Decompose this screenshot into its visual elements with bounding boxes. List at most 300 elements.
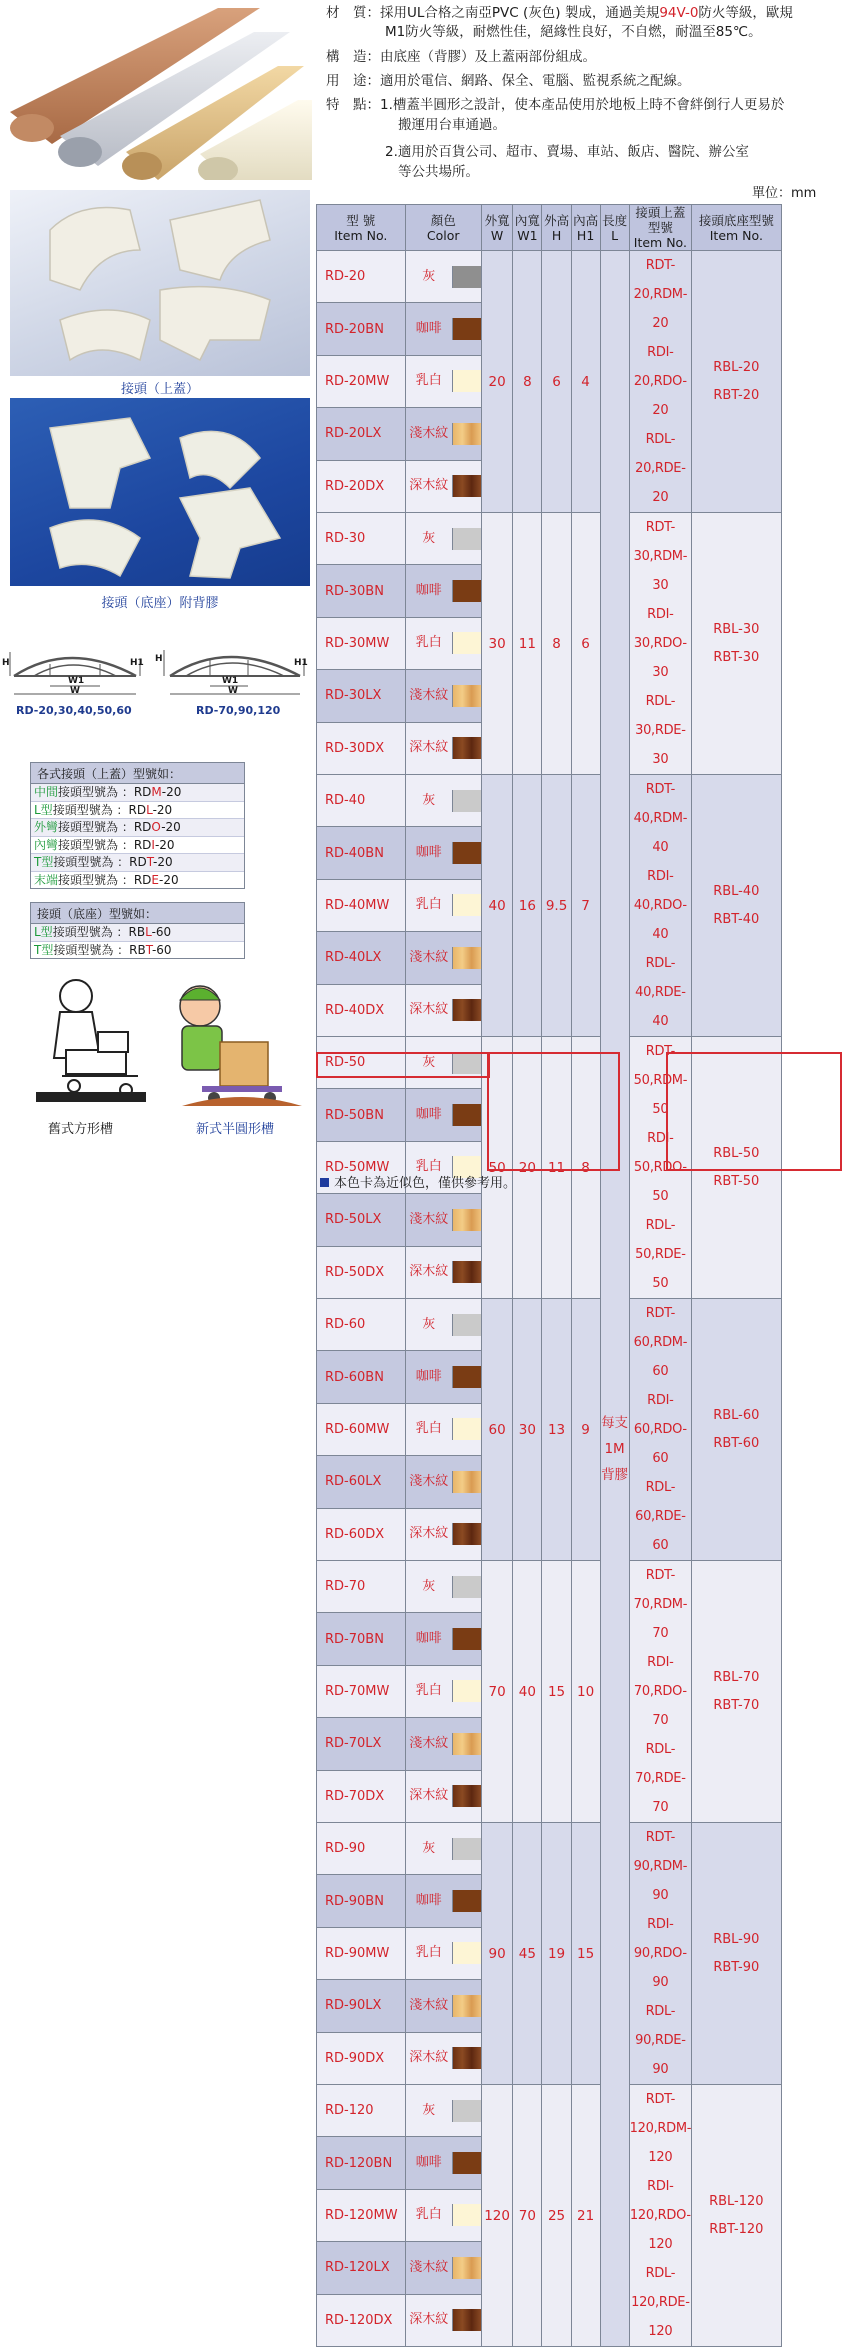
color-name: 乳白 xyxy=(415,1683,442,1699)
color-cell xyxy=(405,2137,481,2189)
material-label: 材 質： xyxy=(326,5,380,21)
cover-item: RDI-120,RDO-120 xyxy=(629,2179,691,2252)
item-no: RD-30LX xyxy=(317,670,406,722)
header-color: 顏色 Color xyxy=(405,205,481,251)
dimension-h: 11 xyxy=(542,1037,571,1299)
color-cell xyxy=(405,722,481,774)
color-name: 咖啡 xyxy=(415,1631,442,1647)
color-cell xyxy=(405,670,481,722)
color-cell xyxy=(405,2032,481,2084)
color-name: 乳白 xyxy=(415,1159,442,1175)
item-no: RD-60MW xyxy=(317,1403,406,1455)
color-swatch xyxy=(452,1104,481,1126)
dimension-w1: 16 xyxy=(513,775,542,1037)
color-name: 咖啡 xyxy=(415,1893,442,1909)
item-no: RD-70 xyxy=(317,1561,406,1613)
feature-2b: 等公共場所。 xyxy=(398,164,479,180)
color-cell xyxy=(405,1613,481,1665)
base-item: RBT-120 xyxy=(709,2221,764,2237)
cover-item: RDT-40,RDM-40 xyxy=(633,782,688,855)
item-no: RD-60DX xyxy=(317,1508,406,1560)
new-duct-caption: 新式半圓形槽 xyxy=(196,1122,275,1137)
base-item-cell xyxy=(692,251,781,513)
color-swatch xyxy=(452,1628,481,1650)
color-name: 灰 xyxy=(422,1054,436,1070)
color-name: 深木紋 xyxy=(409,1002,449,1018)
code-prefix: 接頭型號為 ：RB xyxy=(52,925,146,939)
base-item-cell xyxy=(692,1561,781,1823)
cover-item-cell xyxy=(629,2085,691,2347)
color-name: 深木紋 xyxy=(409,1526,449,1542)
item-no: RD-20MW xyxy=(317,355,406,407)
diag2-caption: RD-70,90,120 xyxy=(196,704,281,717)
table-header xyxy=(317,205,850,251)
item-no: RD-70BN xyxy=(317,1613,406,1665)
color-cell xyxy=(405,513,481,565)
note-text: 本色卡為近似色，僅供參考用。 xyxy=(334,1176,517,1191)
color-cell xyxy=(405,1508,481,1560)
cover-item: RDT-70,RDM-70 xyxy=(633,1568,688,1641)
color-cell xyxy=(405,1194,481,1246)
length-text-c: 背膠 xyxy=(601,1466,629,1483)
rd120-size-highlight xyxy=(487,1052,620,1171)
code-row xyxy=(31,784,244,802)
code-letter: I xyxy=(151,837,155,852)
dimension-h: 6 xyxy=(542,251,571,513)
color-name: 灰 xyxy=(422,268,436,284)
color-swatch xyxy=(452,266,481,288)
code-suffix: -60 xyxy=(151,925,172,939)
cover-item-cell xyxy=(629,251,691,513)
color-cell xyxy=(405,1299,481,1351)
cover-item: RDT-50,RDM-50 xyxy=(633,1044,688,1117)
code-type: 末端 xyxy=(34,872,59,887)
item-no: RD-50 xyxy=(317,1037,406,1089)
code-prefix: 接頭型號為 ：RD xyxy=(58,837,152,852)
color-swatch xyxy=(452,632,481,654)
color-cell xyxy=(405,1665,481,1717)
dimension-h1: 10 xyxy=(571,1561,600,1823)
base-item: RBT-90 xyxy=(713,1959,760,1975)
item-no: RD-120DX xyxy=(317,2294,406,2346)
item-no: RD-90BN xyxy=(317,1875,406,1927)
item-no: RD-30 xyxy=(317,513,406,565)
dimension-h1: 4 xyxy=(571,251,600,513)
color-swatch xyxy=(452,1314,481,1336)
color-swatch xyxy=(452,790,481,812)
color-cell xyxy=(405,2242,481,2294)
code-row xyxy=(31,924,244,942)
code-prefix: 接頭型號為 ：RD xyxy=(58,872,152,887)
dimension-w: 50 xyxy=(481,1037,512,1299)
code-letter: T xyxy=(145,942,152,957)
item-no: RD-20 xyxy=(317,251,406,303)
code-prefix: 接頭型號為 ：RD xyxy=(52,802,147,817)
base-item-cell xyxy=(692,2085,781,2347)
color-name: 灰 xyxy=(422,530,436,546)
code-letter: E xyxy=(151,872,160,887)
feature-label: 特 點： xyxy=(326,97,380,113)
color-cell xyxy=(405,984,481,1036)
color-swatch xyxy=(452,894,481,916)
cross-section-diagrams xyxy=(0,630,316,720)
color-name: 深木紋 xyxy=(409,1788,449,1804)
cover-item-cell xyxy=(629,1561,691,1823)
code-row xyxy=(31,872,244,889)
header-length: 長度 L xyxy=(600,205,629,251)
code-letter: L xyxy=(145,925,152,939)
diag2-w1: W1 xyxy=(222,676,239,686)
color-swatch xyxy=(452,685,481,707)
code-prefix: 接頭型號為 ：RD xyxy=(58,785,152,799)
diag1-h1: H1 xyxy=(130,658,144,668)
item-no: RD-40BN xyxy=(317,827,406,879)
material-text-3: M1防火等級，耐燃性佳，絕緣性良好，不自燃，耐溫至85℃。 xyxy=(385,24,762,40)
feature-1b: 搬運用台車通過。 xyxy=(398,117,506,133)
color-name: 乳白 xyxy=(415,635,442,651)
diag1-h: H xyxy=(2,658,10,668)
table-row xyxy=(317,1823,850,1875)
color-swatch xyxy=(452,1838,481,1860)
color-cell xyxy=(405,932,481,984)
item-no: RD-120BN xyxy=(317,2137,406,2189)
color-swatch xyxy=(452,1890,481,1912)
color-name: 深木紋 xyxy=(409,2312,449,2328)
base-item: RBL-90 xyxy=(713,1931,760,1947)
color-swatch xyxy=(452,1733,481,1755)
base-caption: 接頭（底座）附背膠 xyxy=(101,596,219,611)
color-name: 乳白 xyxy=(415,1421,442,1437)
code-type: 中間 xyxy=(34,785,59,799)
code-row xyxy=(31,819,244,837)
cover-item: RDI-40,RDO-40 xyxy=(633,869,687,942)
item-no: RD-30MW xyxy=(317,617,406,669)
cover-item-cell xyxy=(629,775,691,1037)
base-item: RBL-70 xyxy=(713,1669,760,1685)
code-row xyxy=(31,942,244,959)
item-no: RD-50BN xyxy=(317,1089,406,1141)
dimension-w1: 20 xyxy=(513,1037,542,1299)
color-swatch xyxy=(452,2309,481,2331)
color-cell xyxy=(405,1089,481,1141)
rd120-highlight xyxy=(316,1052,490,1078)
base-item: RBL-20 xyxy=(713,359,760,375)
base-item: RBT-60 xyxy=(713,1435,760,1451)
dimension-h: 8 xyxy=(542,513,571,775)
color-name: 淺木紋 xyxy=(409,2259,449,2275)
color-cell xyxy=(405,1718,481,1770)
cover-connector-photo xyxy=(10,190,310,376)
color-swatch xyxy=(452,1261,481,1283)
color-name: 咖啡 xyxy=(415,1107,442,1123)
color-name: 淺木紋 xyxy=(409,1473,449,1489)
cover-item: RDI-70,RDO-70 xyxy=(633,1655,687,1728)
color-swatch xyxy=(452,1418,481,1440)
dimension-h: 19 xyxy=(542,1823,571,2085)
cover-item: RDT-60,RDM-60 xyxy=(633,1306,688,1379)
color-name: 灰 xyxy=(422,2102,436,2118)
item-no: RD-40 xyxy=(317,775,406,827)
code-letter: O xyxy=(151,820,162,834)
dimension-w: 70 xyxy=(481,1561,512,1823)
spec-structure xyxy=(326,48,596,67)
diag1-w1: W1 xyxy=(68,676,85,686)
dimension-w1: 8 xyxy=(513,251,542,513)
header-inner-width: 內寬 W1 xyxy=(513,205,542,251)
dimension-h1: 9 xyxy=(571,1299,600,1561)
code-letter: L xyxy=(146,802,153,817)
color-cell xyxy=(405,1875,481,1927)
dimension-w1: 11 xyxy=(513,513,542,775)
header-inner-height: 內高 H1 xyxy=(571,205,600,251)
item-no: RD-50MW xyxy=(317,1141,406,1193)
item-no: RD-20BN xyxy=(317,303,406,355)
cover-item: RDL-30,RDE-30 xyxy=(635,694,686,767)
color-cell xyxy=(405,1561,481,1613)
color-cell xyxy=(405,879,481,931)
color-swatch xyxy=(452,2204,481,2226)
color-cell xyxy=(405,355,481,407)
code-suffix: -20 xyxy=(161,785,182,799)
cover-item: RDT-90,RDM-90 xyxy=(633,1830,688,1903)
code-type: T型 xyxy=(34,855,54,869)
color-name: 咖啡 xyxy=(415,1369,442,1385)
color-swatch xyxy=(452,1366,481,1388)
base-code-title: 接頭（底座）型號如： xyxy=(31,903,244,924)
color-cell xyxy=(405,1980,481,2032)
item-no: RD-40DX xyxy=(317,984,406,1036)
color-cell xyxy=(405,775,481,827)
code-type: 內彎 xyxy=(34,837,59,852)
item-no: RD-60BN xyxy=(317,1351,406,1403)
diag2-h1: H1 xyxy=(294,658,308,668)
color-name: 乳白 xyxy=(415,1945,442,1961)
base-item: RBT-30 xyxy=(713,649,760,665)
code-row xyxy=(31,802,244,820)
item-no: RD-70DX xyxy=(317,1770,406,1822)
color-swatch xyxy=(452,737,481,759)
color-swatch xyxy=(452,842,481,864)
color-name: 淺木紋 xyxy=(409,1735,449,1751)
color-name: 咖啡 xyxy=(415,583,442,599)
item-no: RD-120 xyxy=(317,2085,406,2137)
color-swatch xyxy=(452,1680,481,1702)
dimension-h: 9.5 xyxy=(542,775,571,1037)
code-suffix: -60 xyxy=(151,942,172,957)
color-swatch xyxy=(452,580,481,602)
spec-material xyxy=(326,4,844,23)
item-no: RD-50DX xyxy=(317,1246,406,1298)
feature-2a: 2.適用於百貨公司、超市、賣場、車站、飯店、醫院、辦公室 xyxy=(385,144,749,160)
base-item: RBT-50 xyxy=(713,1173,760,1189)
base-connector-photo xyxy=(10,398,310,586)
code-type: T型 xyxy=(34,942,54,957)
cover-item: RDL-60,RDE-60 xyxy=(635,1480,686,1553)
spec-feature xyxy=(326,96,846,115)
color-swatch xyxy=(452,423,481,445)
cover-item: RDL-40,RDE-40 xyxy=(635,956,686,1029)
cover-item: RDL-90,RDE-90 xyxy=(635,2004,686,2077)
color-cell xyxy=(405,1927,481,1979)
base-item: RBL-30 xyxy=(713,621,760,637)
color-name: 深木紋 xyxy=(409,2050,449,2066)
material-rating: 94V-0 xyxy=(659,5,699,21)
color-swatch xyxy=(452,1995,481,2017)
length-text-a: 每支 xyxy=(601,1414,629,1431)
cable-duct-photo xyxy=(8,4,312,180)
item-no: RD-90 xyxy=(317,1823,406,1875)
header-model: 型 號 Item No. xyxy=(317,205,406,251)
header-outer-width: 外寬 W xyxy=(481,205,512,251)
code-prefix: 接頭型號為 ：RB xyxy=(53,942,146,957)
base-item-cell xyxy=(692,513,781,775)
dimension-w1: 40 xyxy=(513,1561,542,1823)
dimension-h1: 7 xyxy=(571,775,600,1037)
color-cell xyxy=(405,1770,481,1822)
base-item-cell xyxy=(692,775,781,1037)
color-name: 灰 xyxy=(422,1316,436,1332)
color-name: 淺木紋 xyxy=(409,949,449,965)
code-type: 外彎 xyxy=(34,820,59,834)
item-no: RD-90LX xyxy=(317,1980,406,2032)
dimension-w: 30 xyxy=(481,513,512,775)
item-no: RD-70MW xyxy=(317,1665,406,1717)
base-item: RBL-120 xyxy=(709,2193,764,2209)
item-no: RD-90DX xyxy=(317,2032,406,2084)
code-row xyxy=(31,837,244,855)
color-cell xyxy=(405,2294,481,2346)
new-semicircle-duct-illustration xyxy=(162,970,312,1110)
product-spec-table xyxy=(316,204,850,2347)
table-row xyxy=(317,775,850,827)
code-prefix: 接頭型號為 ：RD xyxy=(53,855,147,869)
color-cell xyxy=(405,1823,481,1875)
base-item: RBL-60 xyxy=(713,1407,760,1423)
base-item: RBL-40 xyxy=(713,883,760,899)
code-letter: M xyxy=(151,785,162,799)
color-cell xyxy=(405,460,481,512)
color-name: 淺木紋 xyxy=(409,687,449,703)
cover-item: RDI-30,RDO-30 xyxy=(633,607,687,680)
dimension-w1: 45 xyxy=(513,1823,542,2085)
table-row xyxy=(317,513,850,565)
cover-item: RDL-70,RDE-70 xyxy=(635,1742,686,1815)
item-no: RD-20LX xyxy=(317,408,406,460)
cover-item-cell xyxy=(629,1823,691,2085)
item-no: RD-40LX xyxy=(317,932,406,984)
color-name: 乳白 xyxy=(415,373,442,389)
dimension-h1: 21 xyxy=(571,2085,600,2347)
dimension-w: 60 xyxy=(481,1299,512,1561)
color-swatch xyxy=(452,2100,481,2122)
length-text-b: 1M xyxy=(604,1440,625,1457)
color-name: 灰 xyxy=(422,1840,436,1856)
color-cell xyxy=(405,303,481,355)
code-suffix: -20 xyxy=(159,872,179,887)
dimension-h1: 6 xyxy=(571,513,600,775)
cover-code-box xyxy=(30,762,245,889)
color-name: 深木紋 xyxy=(409,1264,449,1280)
item-no: RD-30DX xyxy=(317,722,406,774)
color-name: 咖啡 xyxy=(415,321,442,337)
color-swatch xyxy=(452,1942,481,1964)
dimension-h1: 15 xyxy=(571,1823,600,2085)
cover-item-cell xyxy=(629,513,691,775)
dimension-w: 20 xyxy=(481,251,512,513)
header-base-item: 接頭底座型號 Item No. xyxy=(692,205,781,251)
color-swatch xyxy=(452,947,481,969)
color-name: 深木紋 xyxy=(409,740,449,756)
color-swatch xyxy=(452,1785,481,1807)
cover-item: RDL-50,RDE-50 xyxy=(635,1218,686,1291)
color-note xyxy=(320,1172,516,1191)
length-cell xyxy=(600,251,629,2347)
item-no: RD-60LX xyxy=(317,1456,406,1508)
code-row xyxy=(31,854,244,872)
base-item: RBT-20 xyxy=(713,387,760,403)
base-item: RBT-70 xyxy=(713,1697,760,1713)
dimension-w: 90 xyxy=(481,1823,512,2085)
color-cell xyxy=(405,251,481,303)
color-name: 咖啡 xyxy=(415,845,442,861)
material-text-1: 採用UL合格之南亞PVC (灰色) 製成，通過美規 xyxy=(380,5,660,21)
item-no: RD-50LX xyxy=(317,1194,406,1246)
note-square-icon xyxy=(320,1178,329,1187)
code-suffix: -20 xyxy=(152,855,173,869)
item-no: RD-30BN xyxy=(317,565,406,617)
color-name: 淺木紋 xyxy=(409,1211,449,1227)
color-swatch xyxy=(452,1471,481,1493)
table-row xyxy=(317,1561,850,1613)
code-suffix: -20 xyxy=(152,802,173,817)
cover-item: RDI-90,RDO-90 xyxy=(633,1917,687,1990)
dimension-h: 15 xyxy=(542,1561,571,1823)
cover-item: RDT-120,RDM-120 xyxy=(629,2092,692,2165)
color-swatch xyxy=(452,318,481,340)
cover-caption: 接頭（上蓋） xyxy=(120,382,199,397)
structure-label: 構 造： xyxy=(326,49,380,65)
dimension-w: 120 xyxy=(481,2085,512,2347)
header-cover-item: 接頭上蓋型號 Item No. xyxy=(629,205,691,251)
color-name: 淺木紋 xyxy=(409,425,449,441)
old-square-duct-illustration xyxy=(14,972,164,1112)
dimension-h: 25 xyxy=(542,2085,571,2347)
color-swatch xyxy=(452,475,481,497)
code-suffix: -20 xyxy=(154,837,175,852)
cover-item: RDI-50,RDO-50 xyxy=(633,1131,687,1204)
cover-code-title: 各式接頭（上蓋）型號如： xyxy=(31,763,244,784)
color-cell xyxy=(405,1456,481,1508)
feature-1a: 1.槽蓋半圓形之設計，使本產品使用於地板上時不會絆倒行人更易於 xyxy=(380,97,785,113)
cover-item: RDI-60,RDO-60 xyxy=(633,1393,687,1466)
dimension-h: 13 xyxy=(542,1299,571,1561)
color-name: 咖啡 xyxy=(415,2155,442,2171)
header-outer-height: 外高 H xyxy=(542,205,571,251)
color-swatch xyxy=(452,528,481,550)
cover-item: RDT-30,RDM-30 xyxy=(633,520,688,593)
item-no: RD-90MW xyxy=(317,1927,406,1979)
color-swatch xyxy=(452,999,481,1021)
color-swatch xyxy=(452,1209,481,1231)
item-no: RD-120LX xyxy=(317,2242,406,2294)
color-cell xyxy=(405,2085,481,2137)
cover-item: RDL-120,RDE-120 xyxy=(631,2266,690,2339)
code-letter: T xyxy=(146,855,153,869)
color-cell xyxy=(405,1351,481,1403)
structure-text: 由底座（背膠）及上蓋兩部份組成。 xyxy=(380,49,596,65)
color-cell xyxy=(405,617,481,669)
item-no: RD-60 xyxy=(317,1299,406,1351)
